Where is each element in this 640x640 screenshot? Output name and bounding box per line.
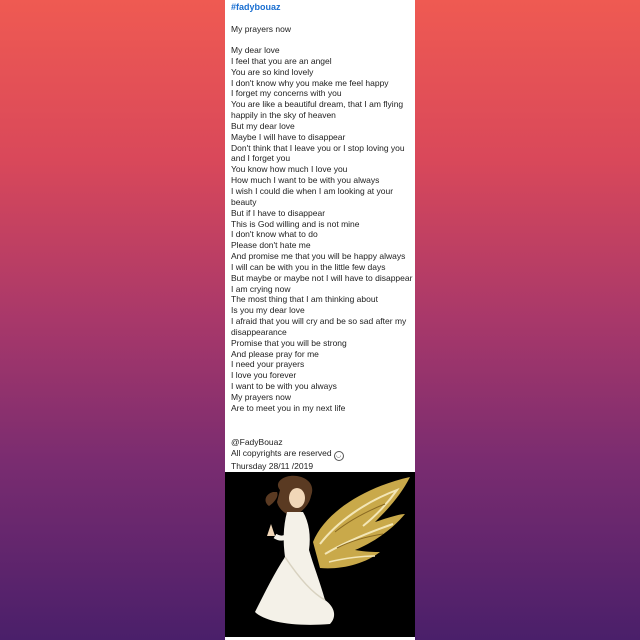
poem-line: And please pray for me — [231, 348, 319, 359]
smile-emoji-icon: ◡ — [334, 451, 344, 461]
poem-line: I feel that you are an angel — [231, 55, 332, 66]
poem-line: Please don't hate me — [231, 240, 311, 251]
copyright-line — [231, 448, 413, 461]
poem-line: I want to be with you always — [231, 381, 337, 392]
poem-line: But maybe or maybe not I will have to disappear — [231, 272, 413, 283]
poem-line: This is God willing and is not mine — [231, 218, 360, 229]
poem-line: But my dear love — [231, 120, 295, 131]
hashtag-link[interactable]: #fadybouaz — [231, 2, 281, 12]
post-date: Thursday 28/11 /2019 — [231, 460, 314, 471]
poem-line: The most thing that I am thinking about — [231, 294, 378, 305]
poem-line: Are to meet you in my next life — [231, 402, 346, 413]
poem-line: I love you forever — [231, 370, 297, 381]
copyright-text: All copyrights are reserved — [231, 447, 332, 458]
poem-line: And promise me that you will be happy always — [231, 251, 406, 262]
poem-body — [231, 45, 413, 414]
poem-line: Is you my dear love — [231, 305, 305, 316]
poem-line: I afraid that you will cry and be so sad after my disappearance — [231, 316, 407, 337]
poem-line: I will can be with you in the little few days — [231, 261, 386, 272]
poem-line: Maybe I will have to disappear — [231, 131, 346, 142]
poem-line: You know how much I love you — [231, 164, 348, 175]
poem-line: I wish I could die when I am looking at your beauty — [231, 185, 394, 207]
poem-line: You are like a beautiful dream, that I am flying happily in the sky of heaven — [231, 99, 404, 121]
post-footer — [231, 437, 413, 472]
author-handle[interactable]: @FadyBouaz — [231, 437, 283, 447]
poem-line: My prayers now — [231, 392, 291, 402]
poem-line: I forget my concerns with you — [231, 88, 342, 99]
poem-line: I don't know why you make me feel happy — [231, 77, 389, 88]
poem-title: My prayers now — [231, 24, 291, 34]
poem-line: I need your prayers — [231, 359, 305, 370]
angel-illustration — [225, 472, 415, 637]
praying-angel-icon — [225, 472, 415, 637]
poem-line: You are so kind lovely — [231, 66, 314, 77]
poem-line: Promise that you will be strong — [231, 337, 347, 348]
poem-line: I am crying now — [231, 283, 291, 294]
poem-line: I don't know what to do — [231, 229, 318, 240]
poem-line: How much I want to be with you always — [231, 175, 380, 186]
poem-line: But if I have to disappear — [231, 207, 326, 218]
poem-line: Don't think that I leave you or I stop loving you and I forget you — [231, 142, 405, 164]
poem-line: My dear love — [231, 45, 280, 55]
post-card — [225, 0, 415, 640]
